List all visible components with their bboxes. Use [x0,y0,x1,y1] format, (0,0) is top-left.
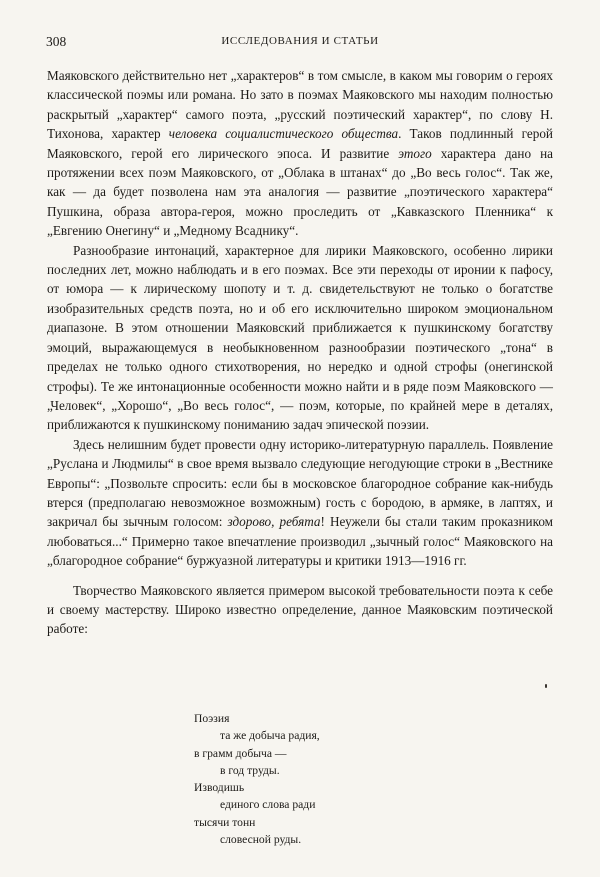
article-body [47,66,553,639]
text-run: Творчество Маяковского является примером высокой требовательности поэта к себе и своему мастерству. Широко известно определение, данное Маяковским поэтической работе: [47,582,553,637]
text-run: . Таков подлинный герой Маяковского, герой его лирического эпоса. И развитие [47,126,553,161]
italic-phrase: человека социалистического общества [168,126,399,142]
paragraph [47,241,553,435]
italic-phrase: этого [398,145,432,161]
page-number: 308 [46,34,67,49]
poem-line: тысячи тонн [194,815,256,829]
paragraph [47,581,553,639]
page-header [46,34,554,50]
text-run: Разнообразие интонаций, характерное для лирики Маяковского, особенно лирики последних лет, можно наблюдать и в его поэмах. Все эти переходы от иронии к пафосу, от юмора — к лирическому шопоту и т. д. свидетельствуют не только о богатстве изобразительных средств поэта, но и об его исключительно широком эмоциональном диапазоне. В этом отношении Маяковский приближается к пушкинскому богатству эмоций, выражающемуся в необыкновенном разнообразии поэтического „тона“ в пределах не только одного стихотворения, но нередко и одной строфы (онегинской строфы). Те же интонационные особенности можно найти и в ряде поэм Маяковского — „Человек“, „Хорошо“, „Во весь голос“, — поэм, которые, по крайней мере в деталях, приближаются к пушкинскому пониманию задач эпической поэзии. [47,242,553,433]
paragraph [47,435,553,571]
paragraph [47,66,553,241]
text-run: ! Неужели бы стали таким проказником любоваться...“ Примерно такое впечатление производил „зычный голос“ Маяковского на „благородное собрание“ буржуазной литературы и критики 1913—1916 гг. [47,514,554,569]
italic-phrase: здорово, ребята [227,514,321,530]
poem-line: та же добыча радия, [220,729,320,743]
poem-quote [194,710,320,848]
text-run: характера дано на протяжении всех поэм Маяковского, от „Облака в штанах“ до „Во весь голос“. Так же, как — да будет позволена нам эта аналогия — развитие „поэтического характера“ Пушкина, образа автора-героя, можно проследить от „Кавказского Пленника“ к „Евгению Онегину“ и „Медному Всаднику“. [47,145,553,239]
text-run: Маяковского действительно нет „характеров“ в том смысле, в каком мы говорим о героях классической поэмы или романа. Но зато в поэмах Маяковского мы находим полностью раскрытый „характер“ самого поэта, „русский поэтический характер“, по слову Н. Тихонова, характер [47,68,553,142]
running-title: ИССЛЕДОВАНИЯ И СТАТЬИ [221,35,379,47]
poem-line: в год труды. [220,763,280,777]
poem-line: в грамм добыча — [194,746,287,760]
poem-line: Поэзия [194,712,230,725]
ink-speck [545,684,547,688]
poem-line: словесной руды. [220,833,302,847]
poem-line: единого слова ради [220,798,316,812]
text-run: Здесь нелишним будет провести одну историко-литературную параллель. Появление „Руслана и Людмилы“ в свое время вызвало следующие негодующие строки в „Вестнике Европы“: „Позвольте спросить: если бы в московское благородное собрание как-нибудь втерся (предполагаю невозможное возможным) гость с бородою, в армяке, в лаптях, и закричал бы зычным голосом: [47,436,553,530]
poem-line: Изводишь [194,781,245,795]
